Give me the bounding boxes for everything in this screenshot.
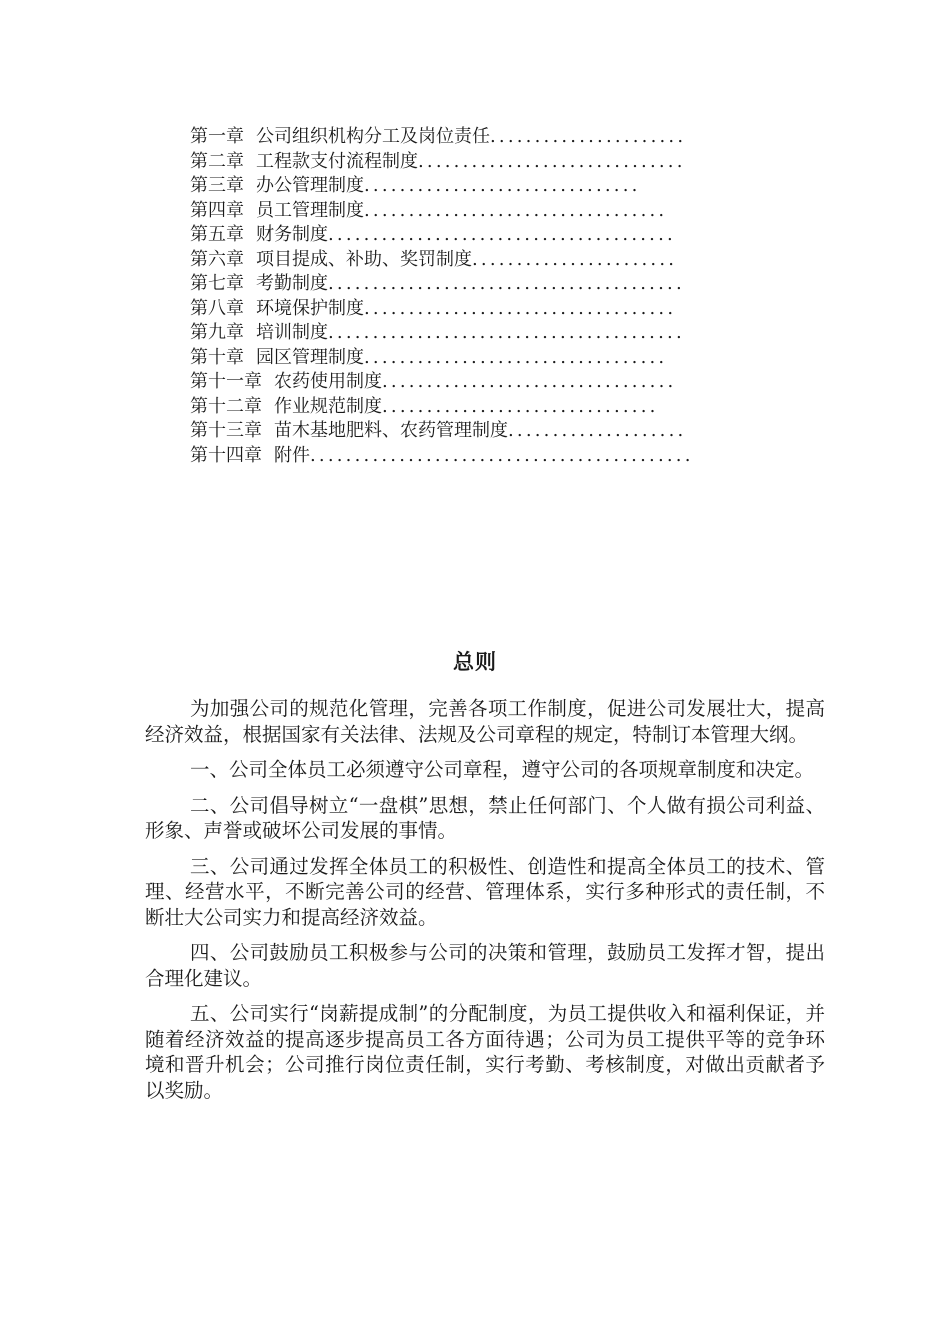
toc-chapter-title: 项目提成、补助、奖罚制度 (256, 248, 472, 270)
toc-chapter-title: 员工管理制度 (256, 199, 364, 221)
toc-item[interactable] (190, 321, 810, 346)
toc-item[interactable] (190, 174, 810, 199)
toc-leader-dots: ............................... (382, 395, 659, 417)
toc-leader-dots: .................................. (364, 346, 668, 368)
toc-chapter-number: 第十二章 (190, 395, 262, 417)
toc-chapter-title: 工程款支付流程制度 (256, 150, 418, 172)
toc-leader-dots: ...................... (490, 126, 687, 147)
toc-item[interactable] (190, 125, 810, 150)
toc-item[interactable] (190, 248, 810, 273)
toc-leader-dots: .............................. (418, 150, 686, 172)
toc-chapter-number: 第八章 (190, 297, 244, 319)
toc-leader-dots: ........................................ (328, 322, 685, 343)
paragraph: 五、公司实行“岗薪提成制”的分配制度，为员工提供收入和福利保证，并随着经济效益的提高逐步提高员工各方面待遇；公司为员工提供平等的竞争环境和晋升机会；公司推行岗位责任制，实行考勤、考核制度，对做出贡献者予以奖励。 (145, 1002, 825, 1102)
toc-leader-dots: ........................................... (310, 444, 694, 466)
toc-chapter-title: 考勤制度 (256, 273, 328, 294)
toc-chapter-number: 第三章 (190, 175, 244, 196)
toc-item[interactable] (190, 272, 810, 297)
toc-item[interactable] (190, 370, 810, 395)
toc-item[interactable] (190, 346, 810, 371)
toc-chapter-title: 环境保护制度 (256, 297, 364, 319)
paragraph: 为加强公司的规范化管理，完善各项工作制度，促进公司发展壮大，提高经济效益，根据国家有关法律、法规及公司章程的规定，特制订本管理大纲。 (145, 697, 825, 746)
toc-leader-dots: .................... (508, 420, 687, 441)
toc-chapter-number: 第六章 (190, 248, 244, 270)
toc-chapter-title: 苗木基地肥料、农药管理制度 (274, 420, 508, 441)
toc-chapter-title: 办公管理制度 (256, 175, 364, 196)
toc-chapter-number: 第四章 (190, 199, 244, 221)
toc-chapter-number: 第十四章 (190, 444, 262, 466)
toc-chapter-title: 农药使用制度 (274, 371, 382, 392)
section-body (145, 696, 825, 1113)
toc-chapter-number: 第九章 (190, 322, 244, 343)
paragraph: 一、公司全体员工必须遵守公司章程，遵守公司的各项规章制度和决定。 (190, 758, 815, 781)
paragraph: 二、公司倡导树立“一盘棋”思想，禁止任何部门、个人做有损公司利益、形象、声誉或破坏公司发展的事情。 (145, 793, 825, 842)
toc-item[interactable] (190, 199, 810, 224)
toc-chapter-title: 财务制度 (256, 224, 328, 245)
toc-chapter-number: 第十章 (190, 346, 244, 368)
toc-chapter-number: 第七章 (190, 273, 244, 294)
toc-item[interactable] (190, 223, 810, 248)
toc-chapter-title: 附件 (274, 444, 310, 466)
toc-item[interactable] (190, 444, 810, 469)
toc-leader-dots: ................................. (382, 371, 677, 392)
paragraph: 四、公司鼓励员工积极参与公司的决策和管理，鼓励员工发挥才智，提出合理化建议。 (145, 941, 825, 990)
toc-chapter-title: 作业规范制度 (274, 395, 382, 417)
toc-leader-dots: ....................... (472, 248, 678, 270)
table-of-contents (190, 125, 810, 468)
toc-item[interactable] (190, 297, 810, 322)
toc-leader-dots: ........................................ (328, 273, 685, 294)
toc-chapter-number: 第十三章 (190, 420, 262, 441)
section-heading: 总则 (453, 650, 497, 674)
toc-leader-dots: ............................... (364, 175, 641, 196)
toc-chapter-title: 培训制度 (256, 322, 328, 343)
toc-chapter-title: 园区管理制度 (256, 346, 364, 368)
toc-item[interactable] (190, 150, 810, 175)
toc-leader-dots: .................................. (364, 199, 668, 221)
toc-chapter-number: 第十一章 (190, 371, 262, 392)
paragraph: 三、公司通过发挥全体员工的积极性、创造性和提高全体员工的技术、管理、经营水平，不断完善公司的经营、管理体系，实行多种形式的责任制，不断壮大公司实力和提高经济效益。 (145, 854, 825, 929)
toc-chapter-number: 第五章 (190, 224, 244, 245)
toc-chapter-title: 公司组织机构分工及岗位责任 (256, 126, 490, 147)
toc-leader-dots: ................................... (364, 297, 677, 319)
toc-item[interactable] (190, 419, 810, 444)
toc-chapter-number: 第二章 (190, 150, 244, 172)
toc-item[interactable] (190, 395, 810, 420)
toc-chapter-number: 第一章 (190, 126, 244, 147)
toc-leader-dots: ....................................... (328, 224, 676, 245)
